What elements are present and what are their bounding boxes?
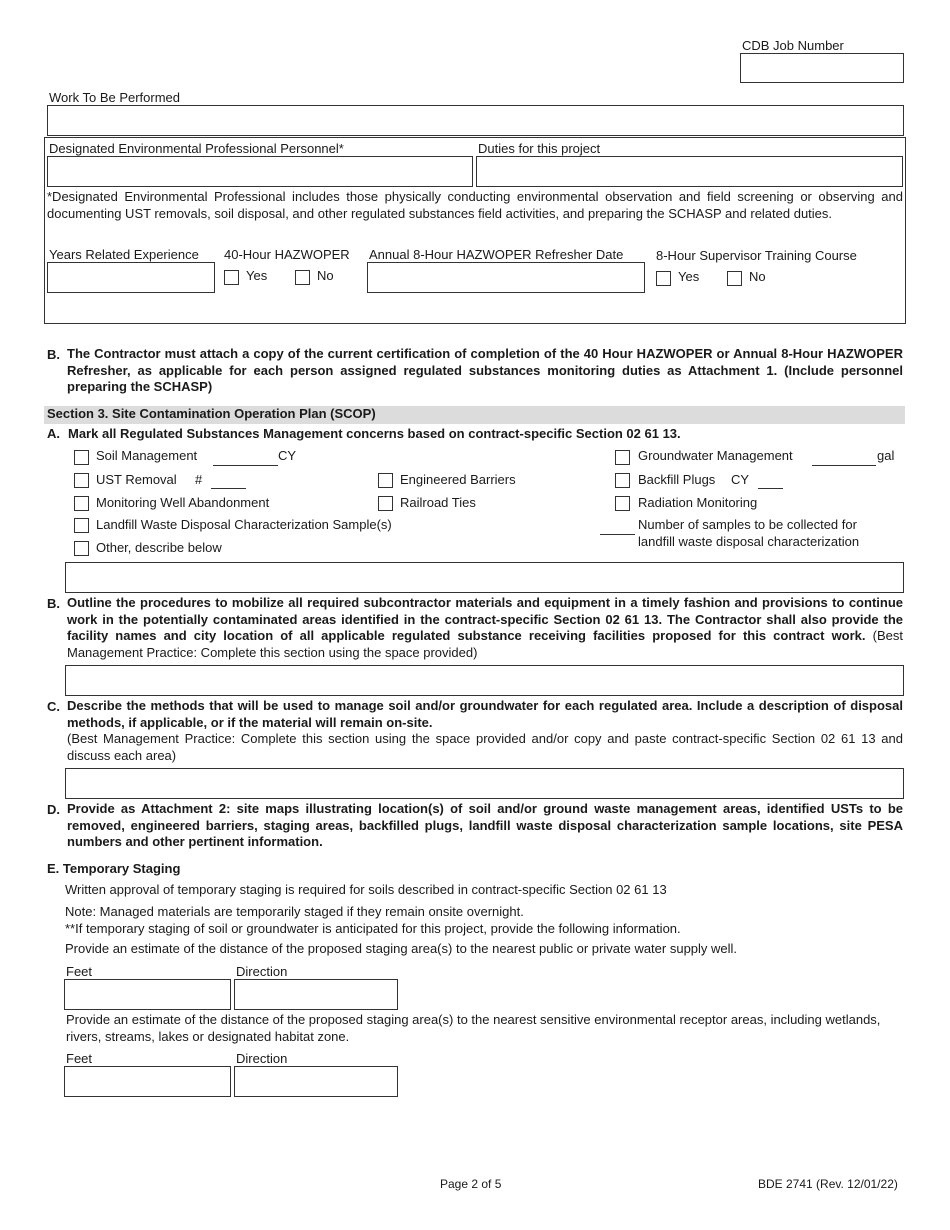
soil-management-checkbox[interactable] [74,450,89,465]
years-experience-input[interactable] [47,262,215,293]
receptor-direction-label: Direction [236,1051,288,1066]
supervisor-training-label: 8-Hour Supervisor Training Course [656,248,857,263]
item-b-top-text: The Contractor must attach a copy of the current certification of completion of the 40 Hour HAZWOPER or Annual 8-Hour HAZWOPER Refresher, as applicable for each person assigned regulated substances monitoring duties as Attachment 1. (Include personnel preparing the SCHASP) [67,346,903,394]
engineered-barriers-checkbox[interactable] [378,473,393,488]
item-c-normal-text: (Best Management Practice: Complete this section using the space provided and/or copy and paste contract-specific Section 02 61 13 and discuss each area) [67,731,903,763]
supervisor-no-label: No [749,269,766,284]
monitoring-well-checkbox[interactable] [74,496,89,511]
ust-removal-checkbox[interactable] [74,473,89,488]
dep-personnel-input[interactable] [47,156,473,187]
other-checkbox[interactable] [74,541,89,556]
radiation-monitoring-checkbox[interactable] [615,496,630,511]
ust-removal-count-field[interactable] [211,488,246,489]
page-number: Page 2 of 5 [440,1177,502,1191]
item-e-line5: Provide an estimate of the distance of the proposed staging area(s) to the nearest sensitive environmental receptor areas, including wetlands, rivers, streams, lakes or designated habitat zone. [66,1012,881,1044]
hazwoper40-no-checkbox[interactable] [295,270,310,285]
backfill-plugs-checkbox[interactable] [615,473,630,488]
work-to-be-performed-input[interactable] [47,105,904,136]
groundwater-management-label: Groundwater Management [638,448,793,463]
item-c-text [67,698,903,764]
form-id: BDE 2741 (Rev. 12/01/22) [758,1177,898,1191]
engineered-barriers-label: Engineered Barriers [400,472,516,487]
item-c-input[interactable] [65,768,904,799]
item-b-input[interactable] [65,665,904,696]
hazwoper40-no-label: No [317,268,334,283]
section3-a-text: Mark all Regulated Substances Management concerns based on contract-specific Section 02 61 13. [68,426,681,441]
supervisor-yes-label: Yes [678,269,700,284]
supervisor-yes-checkbox[interactable] [656,271,671,286]
item-e-title: E. Temporary Staging [47,861,181,876]
cdb-job-number-input[interactable] [740,53,904,83]
cdb-job-number-label: CDB Job Number [742,38,844,53]
monitoring-well-label: Monitoring Well Abandonment [96,495,270,510]
item-b-normal-text: (Best Management Practice: Complete this section using the space provided) [67,628,903,660]
samples-note-line1: Number of samples to be collected for [638,517,857,532]
item-b-letter: B. [47,596,60,611]
hazwoper40-yes-label: Yes [246,268,268,283]
refresher-date-label: Annual 8-Hour HAZWOPER Refresher Date [369,247,624,262]
landfill-samples-checkbox[interactable] [74,518,89,533]
item-c-letter: C. [47,699,60,714]
duties-input[interactable] [476,156,903,187]
supervisor-no-checkbox[interactable] [727,271,742,286]
item-e-line4: Provide an estimate of the distance of the proposed staging area(s) to the nearest public or private water supply well. [65,941,738,956]
hazwoper40-yes-checkbox[interactable] [224,270,239,285]
soil-management-label: Soil Management [96,448,198,463]
receptor-feet-label: Feet [66,1051,93,1066]
groundwater-unit: gal [877,448,895,463]
item-e-line1: Written approval of temporary staging is required for soils described in contract-specific Section 02 61 13 [65,882,667,897]
groundwater-gal-field[interactable] [812,465,876,466]
item-d-text: Provide as Attachment 2: site maps illustrating location(s) of soil and/or ground waste management areas, identified USTs to be removed, engineered barriers, staging areas, backfilled plugs, landfill waste disposal characterization sample locations, site PESA numbers and other pertinent information. [67,801,903,849]
groundwater-management-checkbox[interactable] [615,450,630,465]
ust-removal-hash: # [195,472,203,487]
soil-management-cy-field[interactable] [213,465,278,466]
work-to-be-performed-label: Work To Be Performed [49,90,181,105]
other-label: Other, describe below [96,540,222,555]
water-well-feet-input[interactable] [64,979,231,1010]
dep-note: *Designated Environmental Professional includes those physically conducting environmental observation and field screening or observing and documenting UST removals, soil disposal, and other regulated substances field activities, and preparing the SCHASP and related duties. [47,189,903,221]
water-well-direction-input[interactable] [234,979,398,1010]
duties-label: Duties for this project [478,141,601,156]
item-c-bold-text: Describe the methods that will be used to manage soil and/or groundwater for each regulated area. Include a description of disposal methods, if applicable, or if the material will remain on-site. [67,698,903,730]
samples-count-field[interactable] [600,534,635,535]
water-well-direction-label: Direction [236,964,288,979]
section3-title: Section 3. Site Contamination Operation Plan (SCOP) [47,406,376,421]
backfill-plugs-unit: CY [731,472,750,487]
dep-personnel-label: Designated Environmental Professional Personnel* [49,141,344,156]
hazwoper40-label: 40-Hour HAZWOPER [224,247,350,262]
section3-a-letter: A. [47,426,60,441]
years-experience-label: Years Related Experience [49,247,199,262]
refresher-date-input[interactable] [367,262,645,293]
item-b-text [67,595,903,661]
item-e-line2: Note: Managed materials are temporarily staged if they remain onsite overnight. [65,904,524,919]
water-well-feet-label: Feet [66,964,93,979]
ust-removal-label: UST Removal [96,472,177,487]
item-d-letter: D. [47,802,60,817]
item-b-bold-text: Outline the procedures to mobilize all required subcontractor materials and equipment in a timely fashion and provisions to continue work in the potentially contaminated areas identified in the contract-specific Section 02 61 13. The Contractor shall also provide the facility names and city location of all applicable regulated substance receiving facilities proposed for this contract work. [67,595,903,643]
receptor-feet-input[interactable] [64,1066,231,1097]
backfill-plugs-cy-field[interactable] [758,488,783,489]
other-description-input[interactable] [65,562,904,593]
railroad-ties-checkbox[interactable] [378,496,393,511]
radiation-monitoring-label: Radiation Monitoring [638,495,758,510]
soil-management-unit: CY [278,448,297,463]
landfill-samples-label: Landfill Waste Disposal Characterization Sample(s) [96,517,392,532]
railroad-ties-label: Railroad Ties [400,495,476,510]
samples-note-line2: landfill waste disposal characterization [638,534,860,549]
backfill-plugs-label: Backfill Plugs [638,472,716,487]
receptor-direction-input[interactable] [234,1066,398,1097]
item-e-line3: **If temporary staging of soil or groundwater is anticipated for this project, provide the following information. [65,921,681,936]
item-b-top-letter: B. [47,347,60,362]
